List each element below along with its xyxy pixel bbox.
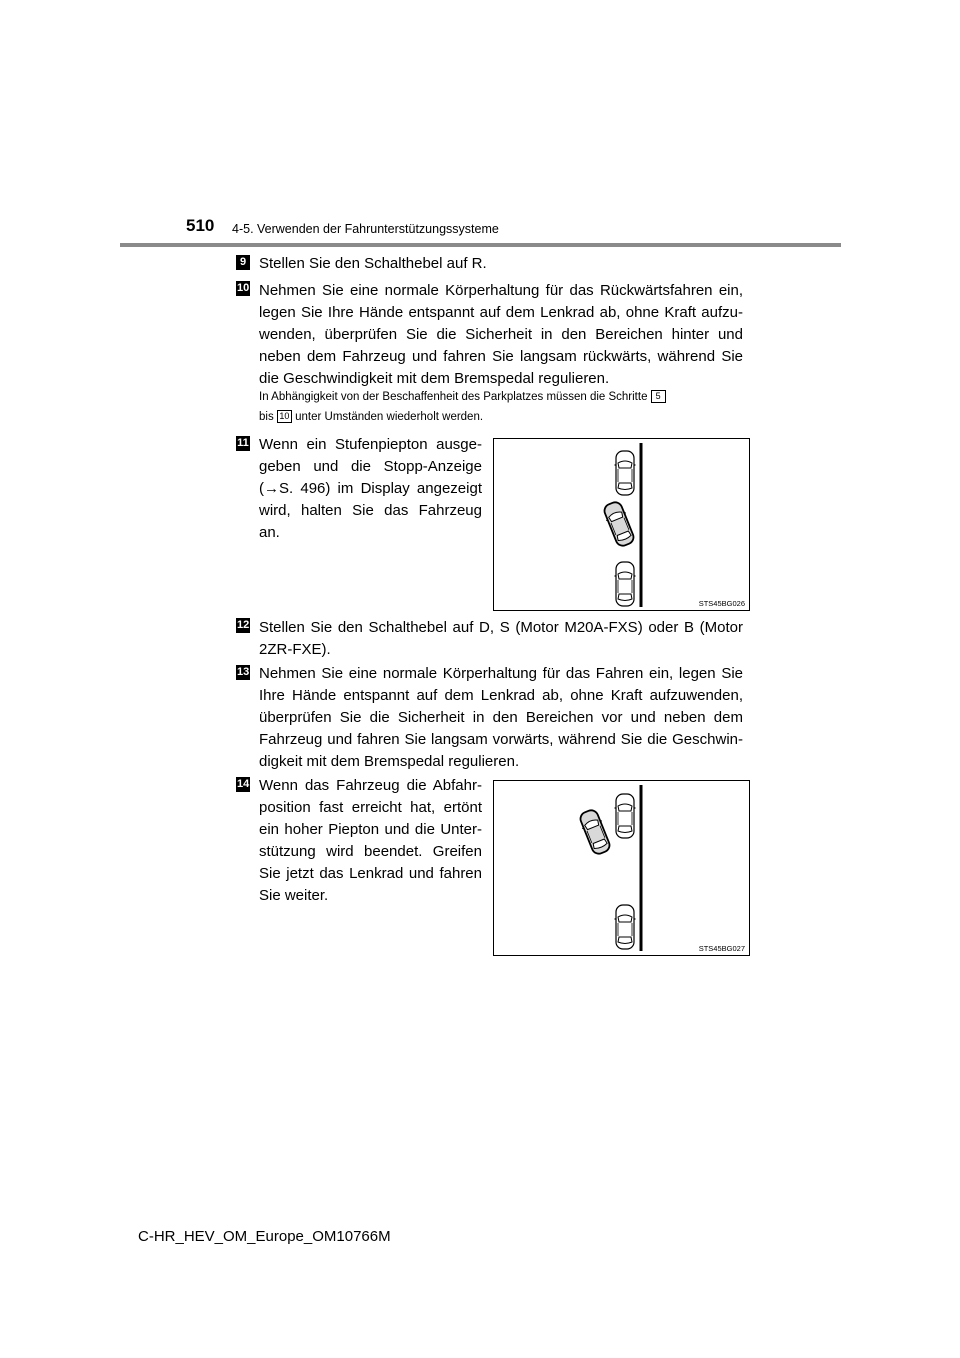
- parked-car-front: [615, 794, 636, 838]
- step-ref-5: 5: [651, 390, 666, 403]
- page-number: 510: [186, 216, 215, 235]
- parked-car-rear: [615, 562, 636, 606]
- step-number-14: 14: [237, 778, 250, 790]
- parking-figure-2: [493, 780, 750, 956]
- note-text-2: bis: [259, 411, 274, 423]
- step-number-12: 12: [237, 619, 250, 631]
- own-car: [601, 500, 637, 549]
- own-car: [577, 808, 613, 857]
- repeat-note: [259, 387, 745, 427]
- parking-illustration-1: [494, 439, 749, 610]
- step-text-10: Nehmen Sie eine normale Körperhaltung für das Rückwärtsfahren ein, legen Sie Ihre Hände entspannt auf dem Lenkrad ab, ohne Kraft aufzu- wenden, überprüfen Sie die Sicherheit in den Bereichen hinter und neben dem Fahrzeug und fahren Sie langsam rückwärts, während Sie die Geschwindigkeit mit dem Bremspedal regulieren.: [259, 282, 743, 387]
- note-text-1: In Abhängigkeit von der Beschaffenheit des Parkplatzes müssen die Schritte: [259, 391, 648, 403]
- parked-car-rear: [615, 905, 636, 949]
- footer-doc-id: C-HR_HEV_OM_Europe_OM10766M: [138, 1228, 391, 1245]
- step-text-12: Stellen Sie den Schalthebel auf D, S (Motor M20A-FXS) oder B (Motor 2ZR-FXE).: [259, 619, 743, 658]
- step-ref-10: 10: [277, 410, 292, 423]
- note-text-3: unter Umständen wiederholt werden.: [295, 411, 484, 423]
- step-number-10: 10: [237, 282, 250, 294]
- section-title: 4-5. Verwenden der Fahrunterstützungssysteme: [232, 222, 499, 236]
- step-number-11: 11: [237, 437, 249, 449]
- parked-car-front: [615, 451, 636, 495]
- step-text-13: Nehmen Sie eine normale Körperhaltung für das Fahren ein, legen Sie Ihre Hände entspannt auf dem Lenkrad ab, ohne Kraft aufzuwenden, überprüfen Sie die Sicherheit in den Bereichen vor und neben dem Fahrzeug und fahren Sie langsam vorwärts, während Sie die Geschwin- digkeit mit dem Bremspedal regulieren.: [259, 665, 743, 770]
- step-number-13: 13: [237, 666, 250, 678]
- header-rule: [120, 243, 841, 247]
- parking-illustration-2: [494, 781, 749, 955]
- step-text-9: Stellen Sie den Schalthebel auf R.: [259, 255, 487, 272]
- step-text-14: Wenn das Fahrzeug die Abfahr- position fast erreicht hat, ertönt ein hoher Piepton und die Unter- stützung wird beendet. Greifen Sie jetzt das Lenkrad und fahren Sie weiter.: [259, 777, 482, 904]
- figure-code: STS45BG026: [698, 599, 745, 608]
- parking-figure-1: [493, 438, 750, 611]
- step-number-9: 9: [236, 255, 250, 270]
- figure-code: STS45BG027: [698, 944, 745, 953]
- step-text-11: Wenn ein Stufenpiepton ausge- geben und die Stopp-Anzeige (→S. 496) im Display angezeigt wird, halten Sie das Fahrzeug an.: [259, 436, 482, 541]
